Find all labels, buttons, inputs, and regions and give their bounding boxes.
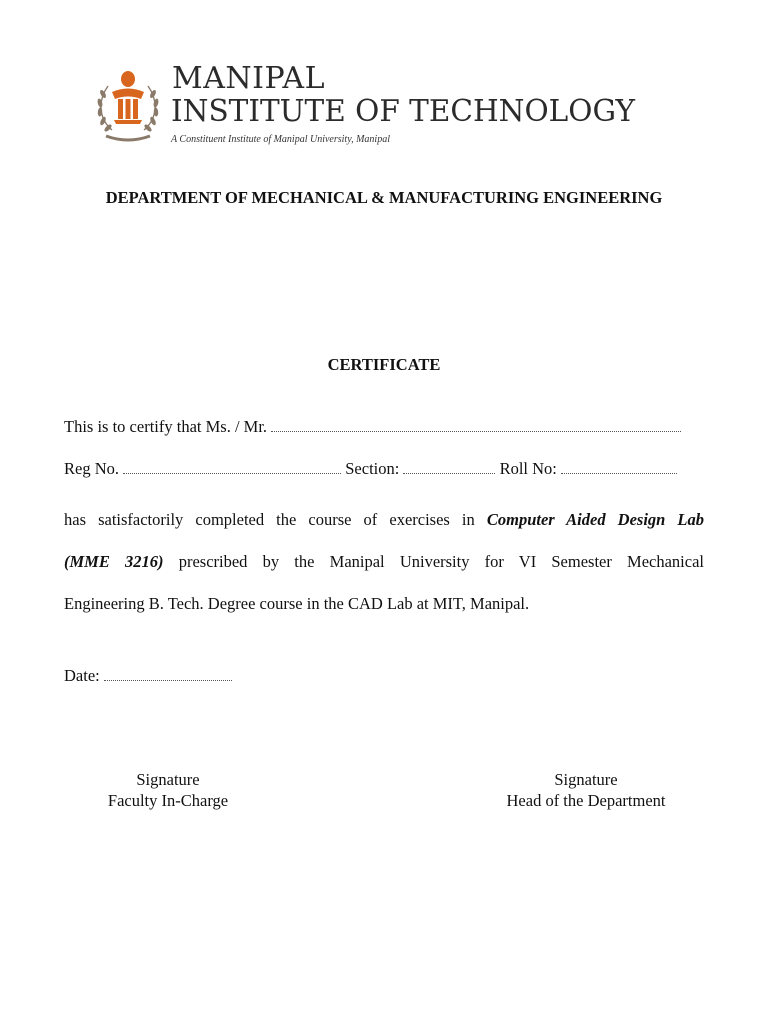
logo-name-line-2: INSTITUTE OF TECHNOLOGY [171, 94, 635, 128]
manipal-emblem-icon [94, 66, 162, 146]
reg-no-blank [123, 461, 341, 474]
faculty-role-label: Faculty In-Charge [107, 791, 229, 810]
date-line [64, 666, 704, 686]
certify-prefix: This is to certify that Ms. / Mr. [64, 417, 268, 436]
paragraph-text-2: prescribed by the Manipal University for VI Semester Mechanical [178, 552, 705, 571]
course-code: (MME 3216) [64, 552, 164, 571]
certificate-paragraph [64, 499, 704, 625]
date-blank [104, 668, 232, 681]
roll-no-label: Roll No: [499, 459, 557, 478]
date-label: Date: [64, 666, 100, 685]
faculty-signature-block [68, 769, 268, 811]
hod-role-label: Head of the Department [506, 791, 666, 810]
paragraph-line-1 [64, 499, 704, 541]
paragraph-line-2 [64, 541, 704, 583]
logo-name-line-1: MANIPAL [172, 61, 326, 96]
logo-tagline: A Constituent Institute of Manipal University, Manipal [171, 134, 390, 145]
hod-signature-block [486, 769, 686, 811]
department-heading: DEPARTMENT OF MECHANICAL & MANUFACTURING ENGINEERING [105, 188, 663, 207]
name-blank [271, 419, 681, 432]
certificate-title: CERTIFICATE [327, 355, 441, 374]
reg-no-label: Reg No. [64, 459, 119, 478]
faculty-signature-label: Signature [136, 770, 200, 789]
paragraph-text-1: has satisfactorily completed the course of exercises in [64, 510, 475, 529]
roll-no-blank [561, 461, 677, 474]
course-name: Computer Aided Design Lab [486, 510, 704, 529]
paragraph-line-3: Engineering B. Tech. Degree course in the CAD Lab at MIT, Manipal. [64, 594, 530, 613]
section-label: Section: [345, 459, 400, 478]
registration-line [64, 459, 704, 479]
section-blank [403, 461, 495, 474]
certify-name-line [64, 417, 704, 437]
hod-signature-label: Signature [554, 770, 618, 789]
